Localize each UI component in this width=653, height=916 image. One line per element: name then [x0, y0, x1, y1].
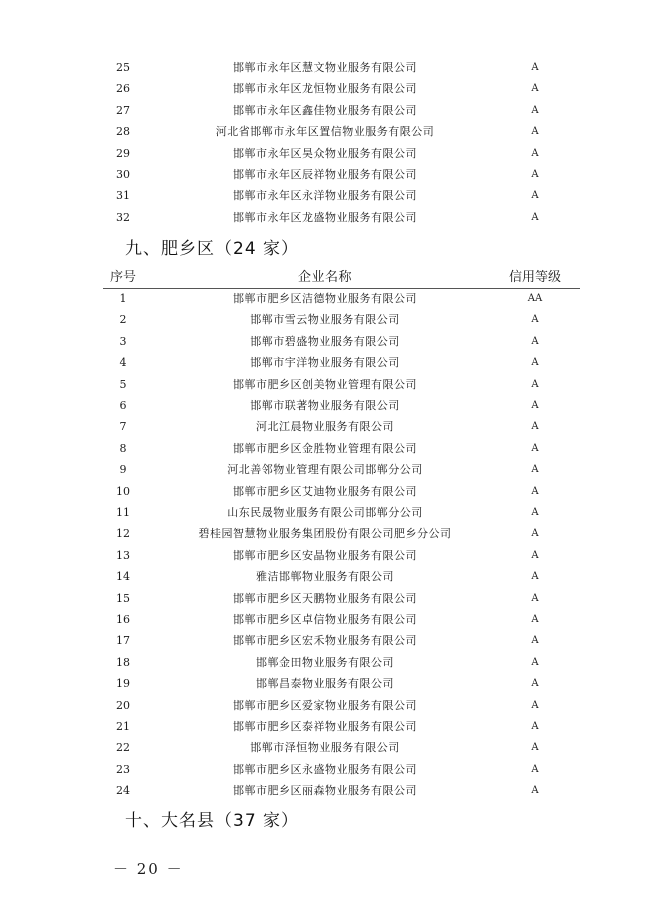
table-row: [0, 716, 653, 737]
table-row: [0, 395, 653, 416]
row-number: 32: [116, 210, 130, 224]
row-number: 31: [116, 189, 130, 203]
section-title-daming: 十、大名县（37 家）: [125, 811, 300, 831]
table-row: [0, 331, 653, 352]
credit-grade: A: [531, 614, 539, 625]
credit-grade: A: [531, 442, 539, 454]
row-number: 1: [119, 292, 127, 305]
row-number: 7: [119, 420, 127, 434]
company-name: 邯郸市永年区昊众物业服务有限公司: [233, 146, 417, 160]
row-number: 23: [116, 762, 130, 776]
table-row: [0, 309, 653, 330]
credit-grade: A: [531, 571, 539, 583]
company-name: 河北省邯郸市永年区置信物业服务有限公司: [215, 125, 435, 139]
table-row: [0, 523, 653, 544]
company-name: 邯郸市肥乡区爱家物业服务有限公司: [233, 698, 417, 712]
company-name: 邯郸市永年区鑫佳物业服务有限公司: [233, 103, 417, 117]
table-row: [0, 481, 653, 502]
row-number: 13: [116, 548, 130, 562]
row-number: 10: [116, 484, 130, 498]
row-number: 22: [116, 741, 130, 755]
table-row: [0, 630, 653, 651]
row-number: 12: [116, 527, 130, 541]
table-row: [0, 78, 653, 99]
credit-grade: A: [531, 763, 539, 775]
section-title-feixiang: 九、肥乡区（24 家）: [125, 239, 300, 259]
row-number: 30: [116, 168, 130, 181]
table-row: [0, 780, 653, 801]
table-row: [0, 100, 653, 121]
table-row: [0, 185, 653, 206]
table-row: [0, 438, 653, 459]
table-row: [0, 737, 653, 758]
company-name: 邯郸市碧盛物业服务有限公司: [250, 334, 400, 348]
company-name: 山东民晟物业服务有限公司邯郸分公司: [227, 506, 423, 519]
row-number: 18: [116, 655, 130, 669]
table-row: [0, 164, 653, 185]
credit-grade: A: [531, 104, 539, 116]
company-name: 邯郸市永年区龙恒物业服务有限公司: [233, 82, 417, 96]
company-name: 邯郸昌泰物业服务有限公司: [256, 677, 394, 691]
company-name: 邯郸市肥乡区卓信物业服务有限公司: [233, 613, 417, 626]
row-number: 5: [119, 377, 127, 391]
credit-grade: A: [531, 62, 539, 73]
table-row: [0, 695, 653, 716]
table-row: [0, 374, 653, 395]
row-number: 28: [116, 125, 130, 139]
company-name: 邯郸市肥乡区艾迪物业服务有限公司: [233, 484, 417, 498]
header-name: 企业名称: [297, 270, 352, 285]
row-number: 14: [116, 570, 130, 584]
credit-grade: A: [531, 169, 539, 180]
row-number: 3: [119, 334, 127, 348]
company-name: 河北江晨物业服务有限公司: [256, 420, 394, 434]
company-name: 邯郸市肥乡区丽森物业服务有限公司: [233, 784, 417, 798]
credit-grade: A: [531, 785, 539, 797]
credit-grade: A: [531, 678, 539, 690]
credit-grade: A: [531, 507, 539, 518]
row-number: 16: [116, 613, 130, 626]
credit-grade: A: [531, 635, 539, 647]
credit-grade: A: [531, 147, 539, 159]
table-row: [0, 673, 653, 694]
credit-grade: A: [531, 421, 539, 433]
table-row: [0, 288, 653, 309]
credit-grade: A: [531, 126, 539, 138]
table-row: [0, 566, 653, 587]
table-row: [0, 609, 653, 630]
company-name: 邯郸市肥乡区金胜物业管理有限公司: [233, 441, 417, 455]
company-name: 邯郸市肥乡区洁德物业服务有限公司: [233, 292, 417, 305]
row-number: 11: [116, 506, 130, 519]
row-number: 25: [116, 61, 130, 74]
page-number: － 20 －: [113, 860, 184, 878]
table-row: [0, 143, 653, 164]
company-name: 邯郸市肥乡区永盛物业服务有限公司: [233, 762, 417, 776]
row-number: 27: [116, 103, 130, 117]
company-name: 邯郸市肥乡区安晶物业服务有限公司: [233, 548, 417, 562]
table-row: [0, 121, 653, 142]
row-number: 2: [119, 313, 127, 327]
company-name: 邯郸市永年区永洋物业服务有限公司: [233, 189, 417, 203]
row-number: 17: [116, 634, 130, 648]
credit-grade: AA: [527, 293, 543, 304]
credit-grade: A: [531, 549, 539, 561]
credit-grade: A: [531, 190, 539, 202]
table-row: [0, 416, 653, 437]
credit-grade: A: [531, 464, 539, 476]
table-row: [0, 57, 653, 78]
company-name: 邯郸市肥乡区泰祥物业服务有限公司: [233, 720, 417, 733]
table-row: [0, 459, 653, 480]
row-number: 9: [119, 463, 127, 477]
table-header: [0, 267, 653, 289]
row-number: 21: [116, 720, 130, 733]
credit-grade: A: [531, 721, 539, 732]
company-name: 邯郸市永年区龙盛物业服务有限公司: [233, 210, 417, 224]
row-number: 20: [116, 698, 130, 712]
row-number: 29: [116, 146, 130, 160]
table-row: [0, 352, 653, 373]
header-grade: 信用等级: [508, 270, 561, 285]
company-name: 邯郸市联著物业服务有限公司: [250, 399, 400, 412]
table-row: [0, 759, 653, 780]
company-name: 邯郸市宇洋物业服务有限公司: [250, 356, 400, 370]
company-name: 邯郸市永年区辰祥物业服务有限公司: [233, 168, 417, 181]
credit-grade: A: [531, 400, 539, 411]
credit-grade: A: [531, 211, 539, 223]
row-number: 19: [116, 677, 130, 691]
company-name: 邯郸金田物业服务有限公司: [256, 655, 394, 669]
header-no: 序号: [109, 270, 136, 285]
table-row: [0, 207, 653, 228]
table-row: [0, 502, 653, 523]
company-name: 邯郸市泽恒物业服务有限公司: [250, 741, 400, 755]
credit-grade: A: [531, 83, 539, 95]
company-name: 邯郸市肥乡区创美物业管理有限公司: [233, 377, 417, 391]
credit-grade: A: [531, 357, 539, 369]
credit-grade: A: [531, 378, 539, 390]
company-name: 邯郸市肥乡区宏禾物业服务有限公司: [233, 634, 417, 648]
credit-grade: A: [531, 528, 539, 540]
company-name: 邯郸市永年区慧文物业服务有限公司: [233, 61, 417, 74]
table-row: [0, 588, 653, 609]
row-number: 26: [116, 82, 130, 96]
credit-grade: A: [531, 592, 539, 604]
row-number: 6: [119, 399, 127, 412]
row-number: 8: [119, 441, 127, 455]
row-number: 24: [116, 784, 130, 798]
row-number: 4: [119, 356, 127, 370]
table-row: [0, 652, 653, 673]
company-name: 河北善邻物业管理有限公司邯郸分公司: [227, 463, 423, 477]
row-number: 15: [116, 591, 130, 605]
table-row: [0, 545, 653, 566]
company-name: 邯郸市肥乡区天鹏物业服务有限公司: [233, 591, 417, 605]
company-name: 雅洁邯郸物业服务有限公司: [256, 570, 394, 584]
credit-grade: A: [531, 742, 539, 754]
credit-grade: A: [531, 335, 539, 347]
credit-grade: A: [531, 656, 539, 668]
credit-grade: A: [531, 699, 539, 711]
credit-grade: A: [531, 485, 539, 497]
credit-grade: A: [531, 314, 539, 326]
company-name: 邯郸市雪云物业服务有限公司: [250, 313, 400, 327]
company-name: 碧桂园智慧物业服务集团股份有限公司肥乡分公司: [198, 527, 452, 541]
